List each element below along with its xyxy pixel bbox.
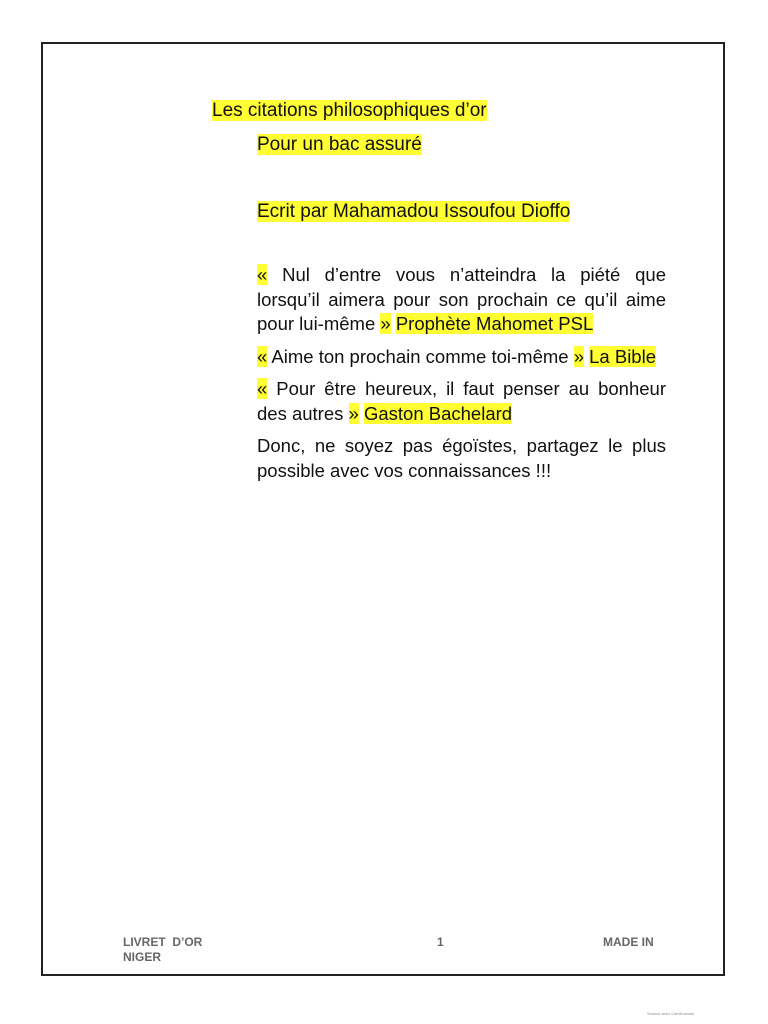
quote-attribution: Prophète Mahomet PSL [395, 313, 594, 334]
quote-text: Aime ton prochain comme toi-même [267, 345, 574, 367]
footer-left-label: LIVRET D’OR NIGER [123, 935, 203, 964]
page-border [41, 42, 725, 976]
quote-text: Pour être heureux, il faut penser au bonheur des autres [257, 378, 666, 424]
quote-attribution: La Bible [589, 345, 656, 367]
quote-paragraph [257, 263, 666, 337]
quote-open-mark: « [257, 378, 268, 399]
document-author-text: Ecrit par Mahamadou Issoufou Dioffo [257, 201, 571, 222]
closing-paragraph: Donc, ne soyez pas égoïstes, partagez le plus possible avec vos connaissances !!! [257, 435, 666, 481]
quote-close-mark: » [380, 313, 391, 334]
quote-attribution: Gaston Bachelard [363, 402, 513, 424]
quote-open-mark: « [257, 264, 268, 285]
quote-open-mark: « [257, 345, 268, 367]
quote-close-mark: » [573, 345, 584, 367]
document-author [257, 199, 570, 225]
quote-paragraph [257, 377, 666, 426]
document-subtitle-text: Pour un bac assuré [257, 134, 422, 155]
footer-page-number: 1 [437, 935, 444, 949]
document-title [212, 98, 487, 124]
document-title-text: Les citations philosophiques d’or [212, 100, 487, 121]
quotes-section [257, 263, 666, 491]
scanner-watermark: Scanné avec CamScanner [647, 1011, 695, 1016]
document-subtitle [257, 132, 422, 158]
quote-paragraph [257, 345, 666, 370]
quote-close-mark: » [348, 402, 359, 424]
quote-text: Nul d’entre vous n’atteindra la piété que lorsqu’il aimera pour son prochain ce qu’il aime pour lui-même [257, 264, 666, 334]
footer-right-label: MADE IN [603, 935, 654, 949]
